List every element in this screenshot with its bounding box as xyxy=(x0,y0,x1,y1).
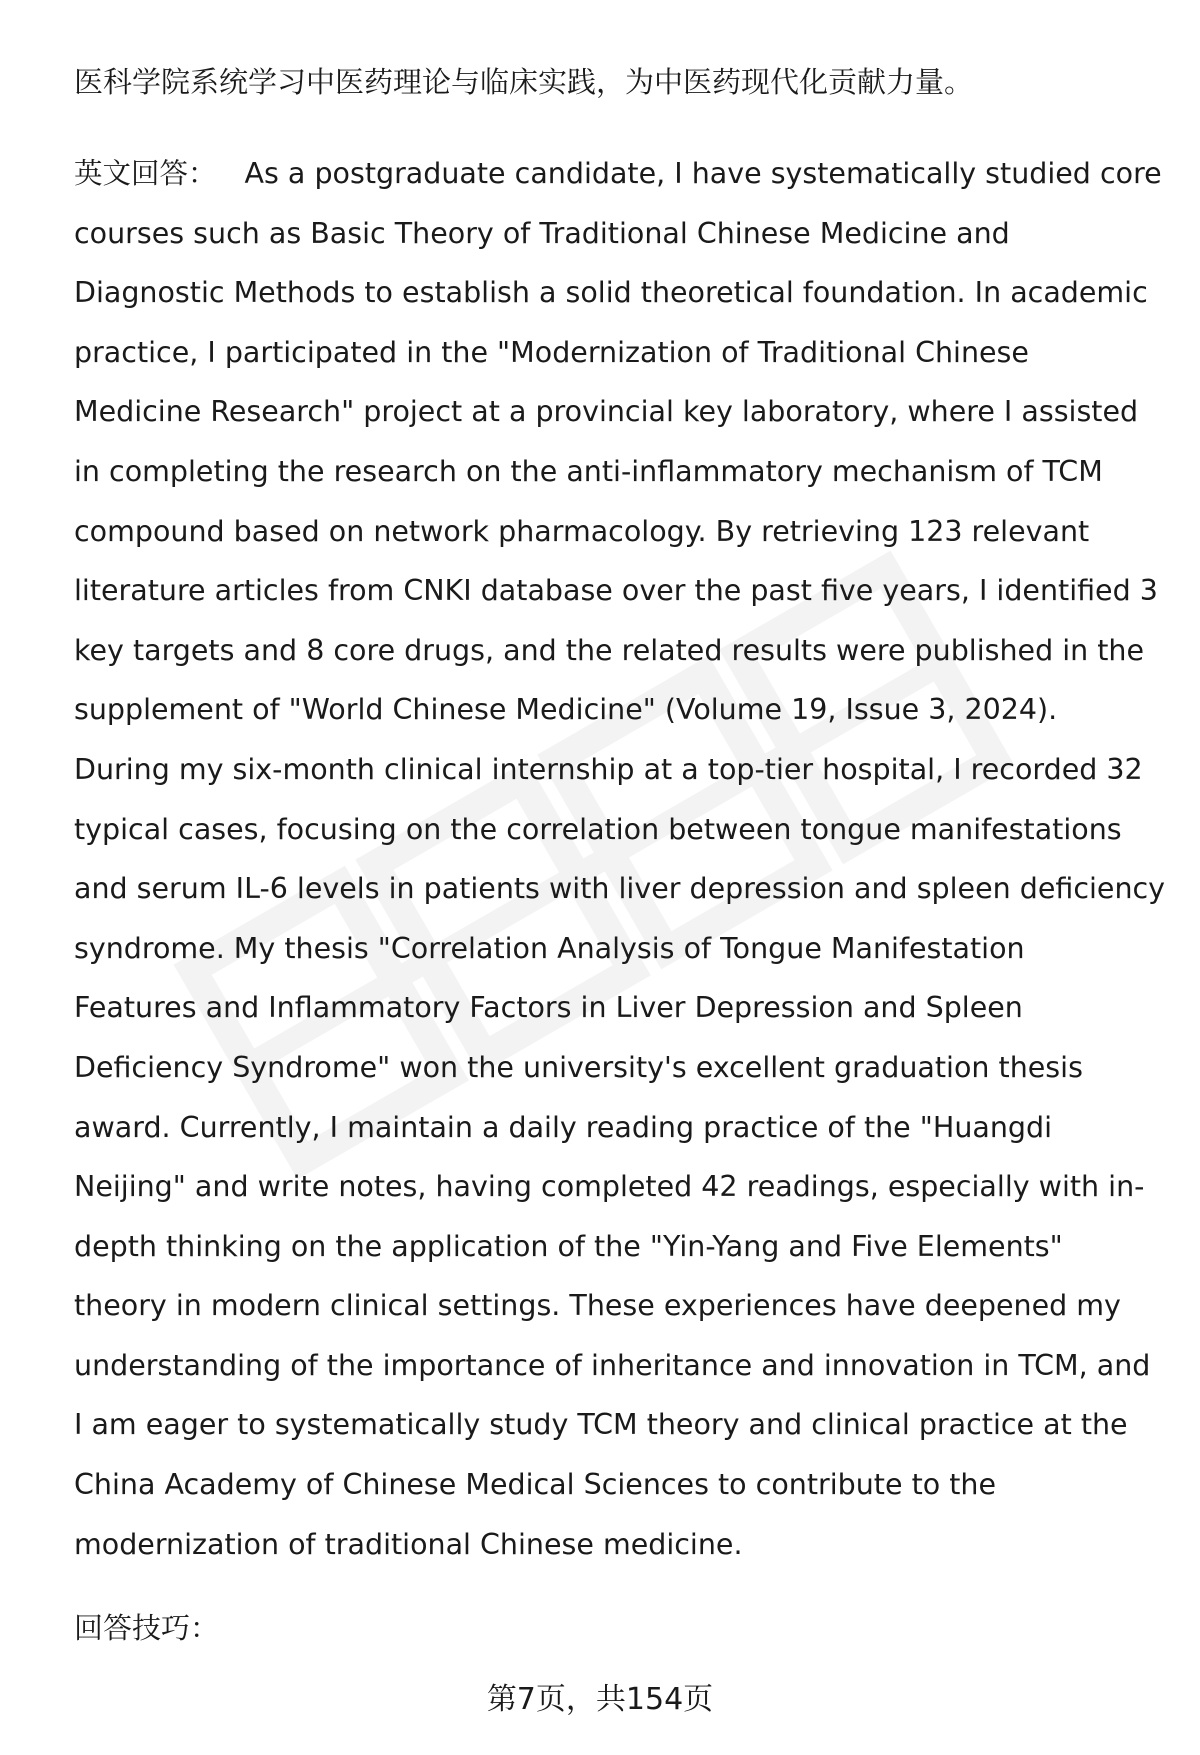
answer-line: Neijing" and write notes, having completed 42 readings, especially with in- xyxy=(74,1170,1145,1204)
tips-heading: 回答技巧： xyxy=(74,1611,220,1645)
answer-line: syndrome. My thesis "Correlation Analysis of Tongue Manifestation xyxy=(74,931,1025,965)
answer-line: supplement of "World Chinese Medicine" (Volume 19, Issue 3, 2024). xyxy=(74,693,1058,727)
answer-line: in completing the research on the anti-inflammatory mechanism of TCM xyxy=(74,454,1103,488)
answer-label: 英文回答： xyxy=(74,157,217,190)
answer-line: understanding of the importance of inheritance and innovation in TCM, and xyxy=(74,1348,1151,1382)
answer-line: compound based on network pharmacology. By retrieving 123 relevant xyxy=(74,514,1090,548)
answer-line: Features and Inflammatory Factors in Liver Depression and Spleen xyxy=(74,991,1023,1025)
answer-line: theory in modern clinical settings. These experiences have deepened my xyxy=(74,1289,1121,1323)
answer-line: typical cases, focusing on the correlation between tongue manifestations xyxy=(74,812,1122,846)
answer-line: award. Currently, I maintain a daily reading practice of the "Huangdi xyxy=(74,1110,1053,1144)
intro-line: 医科学院系统学习中医药理论与临床实践，为中医药现代化贡献力量。 xyxy=(74,65,974,99)
answer-line: China Academy of Chinese Medical Sciences to contribute to the xyxy=(74,1468,997,1502)
answer-line: literature articles from CNKI database over the past five years, I identified 3 xyxy=(74,574,1158,608)
answer-line: During my six-month clinical internship at a top-tier hospital, I recorded 32 xyxy=(74,752,1143,786)
answer-line: Medicine Research" project at a provincial key laboratory, where I assisted xyxy=(74,395,1139,429)
answer-line xyxy=(74,144,1162,204)
answer-line: Diagnostic Methods to establish a solid theoretical foundation. In academic xyxy=(74,276,1148,310)
answer-line: key targets and 8 core drugs, and the related results were published in the xyxy=(74,633,1145,667)
answer-line: Deficiency Syndrome" won the university's excellent graduation thesis xyxy=(74,1050,1083,1084)
answer-line-text: As a postgraduate candidate, I have systematically studied core xyxy=(244,157,1162,190)
answer-line: I am eager to systematically study TCM theory and clinical practice at the xyxy=(74,1408,1128,1442)
page-number-footer: 第7页，共154页 xyxy=(486,1682,714,1717)
answer-line: and serum IL-6 levels in patients with liver depression and spleen deficiency xyxy=(74,872,1166,906)
answer-line: modernization of traditional Chinese medicine. xyxy=(74,1527,743,1561)
answer-line: depth thinking on the application of the "Yin-Yang and Five Elements" xyxy=(74,1229,1063,1263)
answer-line: courses such as Basic Theory of Traditional Chinese Medicine and xyxy=(74,216,1010,250)
answer-line: practice, I participated in the "Modernization of Traditional Chinese xyxy=(74,335,1029,369)
english-answer xyxy=(74,144,1166,1574)
